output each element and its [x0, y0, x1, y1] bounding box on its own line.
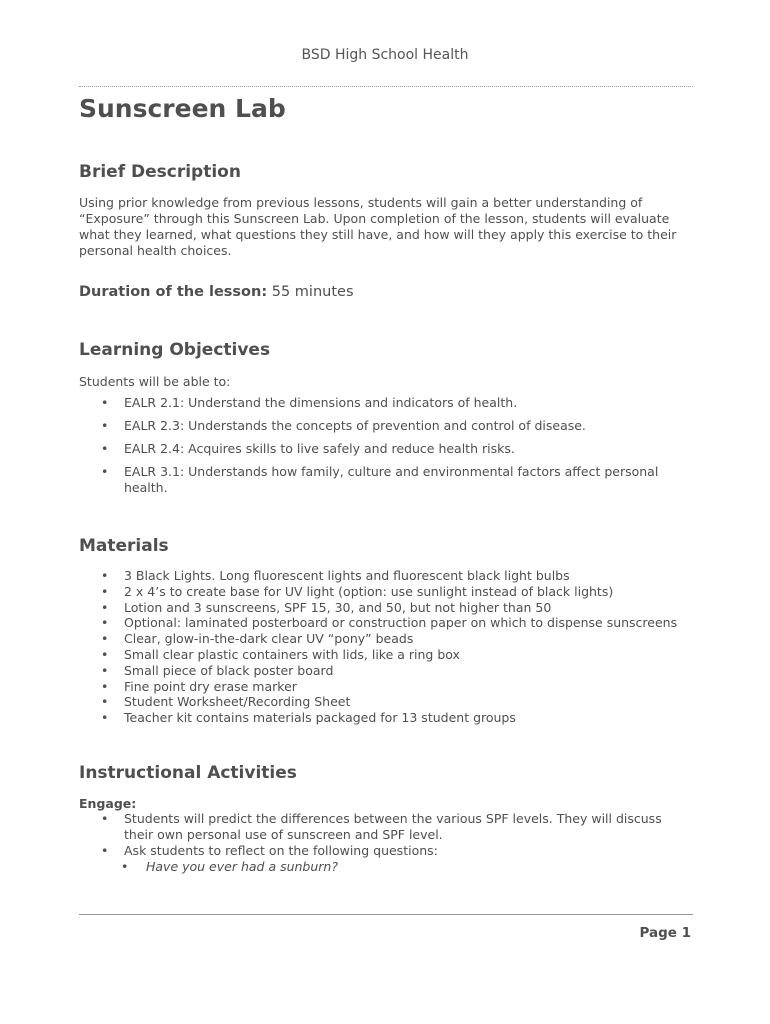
material-text: 2 x 4’s to create base for UV light (option: use sunlight instead of black lights)	[124, 583, 614, 599]
material-text: Clear, glow-in-the-dark clear UV “pony” beads	[124, 631, 414, 647]
list-item	[79, 418, 694, 434]
brief-description-heading: Brief Description	[79, 162, 241, 182]
bullet: •	[121, 859, 129, 874]
bullet: •	[101, 662, 109, 678]
learning-objectives-heading: Learning Objectives	[79, 340, 271, 360]
page-header: BSD High School Health	[301, 47, 469, 63]
list-item	[79, 600, 694, 616]
bullet: •	[101, 418, 109, 433]
learning-objectives-intro: Students will be able to:	[79, 374, 231, 389]
materials-heading: Materials	[79, 536, 169, 556]
engage-list	[79, 811, 694, 859]
material-text: Optional: laminated posterboard or construction paper on which to dispense sunscreens	[124, 615, 678, 631]
engage-text: Ask students to reflect on the following questions:	[124, 843, 438, 858]
engage-label: Engage:	[79, 796, 137, 811]
list-item	[79, 441, 694, 457]
bullet: •	[101, 811, 109, 826]
page-number: Page 1	[639, 925, 691, 941]
bullet: •	[101, 710, 109, 726]
header-divider	[79, 86, 693, 87]
duration-line	[79, 284, 354, 300]
list-item	[79, 395, 694, 411]
material-text: Small clear plastic containers with lids, like a ring box	[124, 646, 460, 662]
list-item	[79, 568, 694, 584]
bullet: •	[101, 843, 109, 858]
list-item	[79, 694, 694, 710]
bullet: •	[101, 615, 109, 631]
footer-divider	[79, 914, 693, 915]
materials-list	[79, 568, 694, 726]
sub-question-text: Have you ever had a sunburn?	[146, 859, 338, 874]
list-item	[79, 584, 694, 600]
list-item	[79, 615, 694, 631]
duration-label: Duration of the lesson:	[79, 284, 268, 300]
brief-description-text: Using prior knowledge from previous lessons, students will gain a better understanding of “Exposure” through this Sunscreen Lab. Upon completion of the lesson, students will evaluate what they learned, what questions they still have, and how will they apply this exercise to their personal health choices.	[79, 195, 677, 258]
material-text: Student Worksheet/Recording Sheet	[124, 694, 351, 710]
list-item	[79, 631, 694, 647]
bullet: •	[101, 568, 109, 583]
list-item	[79, 679, 694, 695]
bullet: •	[101, 646, 109, 662]
bullet: •	[101, 678, 109, 694]
learning-objectives-list	[79, 395, 694, 503]
list-item	[79, 843, 694, 859]
material-text: Fine point dry erase marker	[124, 678, 297, 694]
list-item	[79, 811, 694, 843]
list-item	[79, 647, 694, 663]
engage-text: Students will predict the differences between the various SPF levels. They will discuss their own personal use of sunscreen and SPF level.	[124, 811, 662, 842]
bullet: •	[101, 441, 109, 456]
instructional-activities-heading: Instructional Activities	[79, 763, 297, 783]
bullet: •	[101, 694, 109, 710]
list-item	[79, 464, 694, 496]
document-title: Sunscreen Lab	[79, 94, 286, 123]
duration-value: 55 minutes	[271, 284, 354, 300]
material-text: 3 Black Lights. Long fluorescent lights and fluorescent black light bulbs	[124, 568, 570, 583]
material-text: Lotion and 3 sunscreens, SPF 15, 30, and 50, but not higher than 50	[124, 599, 552, 615]
objective-text: EALR 3.1: Understands how family, culture and environmental factors affect personal health.	[124, 464, 659, 495]
objective-text: EALR 2.1: Understand the dimensions and indicators of health.	[124, 395, 518, 410]
objective-text: EALR 2.3: Understands the concepts of prevention and control of disease.	[124, 418, 586, 433]
material-text: Teacher kit contains materials packaged for 13 student groups	[124, 710, 516, 726]
list-item	[79, 710, 694, 726]
objective-text: EALR 2.4: Acquires skills to live safely and reduce health risks.	[124, 441, 515, 456]
material-text: Small piece of black poster board	[124, 662, 334, 678]
bullet: •	[101, 395, 109, 410]
bullet: •	[101, 464, 109, 479]
bullet: •	[101, 583, 109, 599]
bullet: •	[101, 599, 109, 615]
bullet: •	[101, 631, 109, 647]
list-item	[79, 663, 694, 679]
